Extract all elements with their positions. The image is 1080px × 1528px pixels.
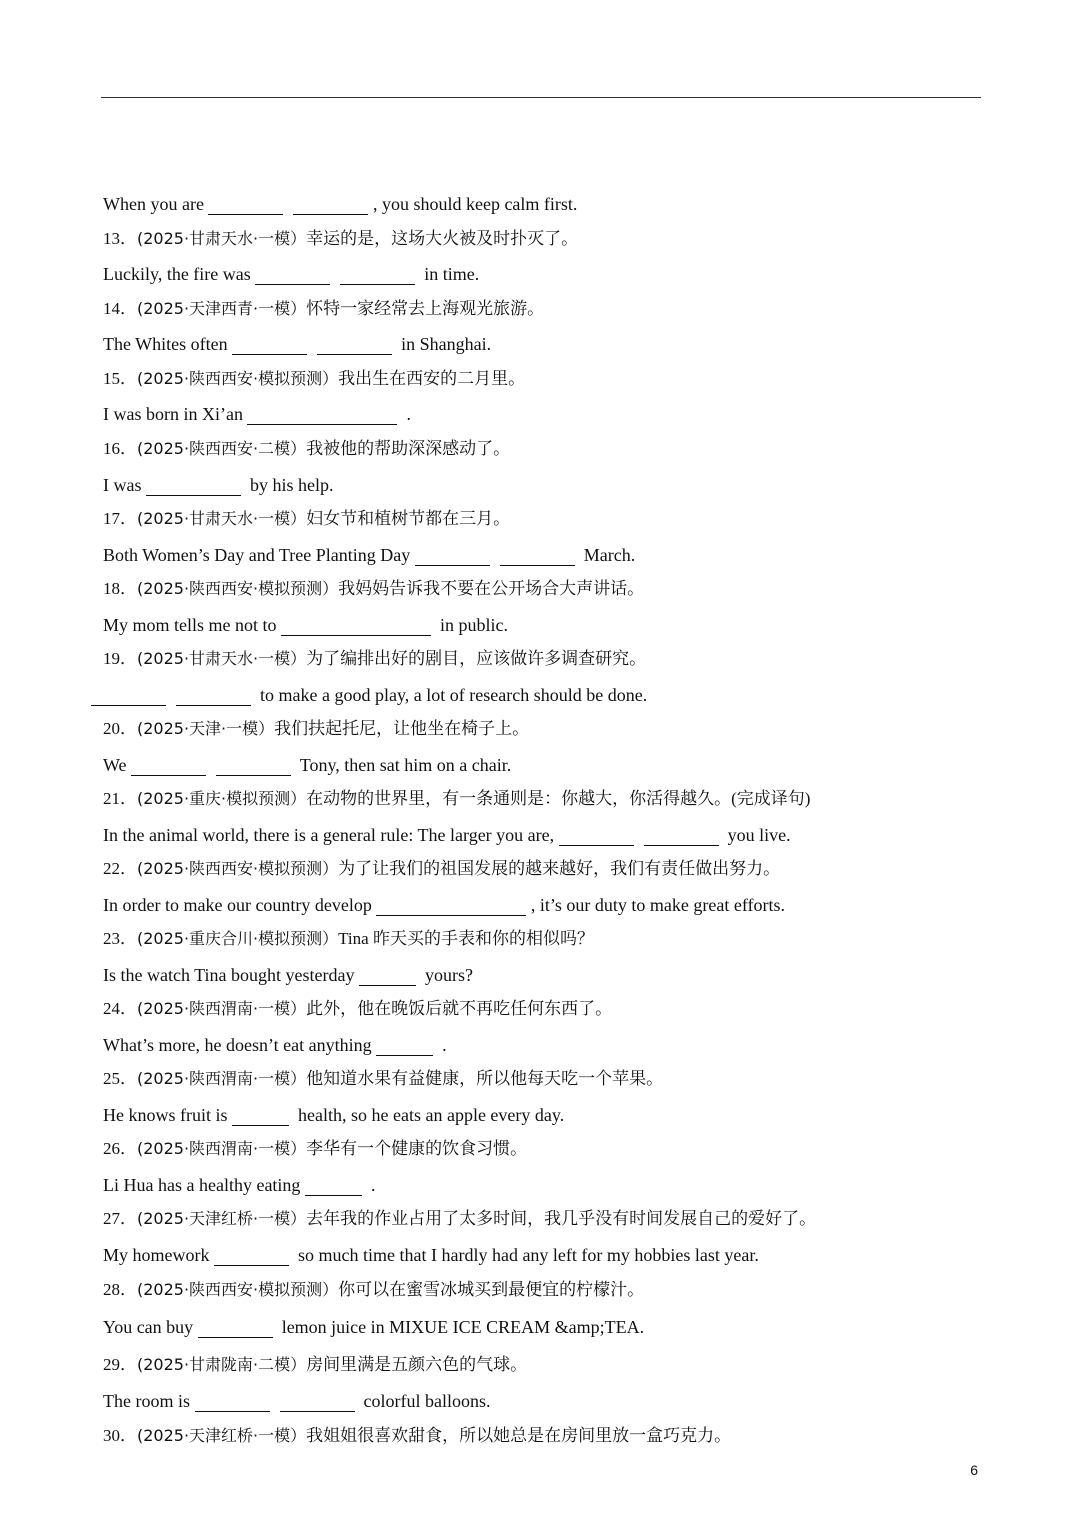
answer-text: What’s more, he doesn’t eat anything bbox=[103, 1035, 377, 1055]
question-line bbox=[103, 508, 510, 530]
question-text: 李华有一个健康的饮食习惯。 bbox=[306, 1139, 528, 1158]
answer-blank[interactable] bbox=[500, 545, 575, 566]
question-number: 23． bbox=[103, 929, 137, 948]
answer-line bbox=[103, 754, 511, 776]
question-number: 30． bbox=[103, 1426, 137, 1445]
question-line bbox=[103, 648, 646, 670]
question-text: 他知道水果有益健康，所以他每天吃一个苹果。 bbox=[306, 1069, 664, 1088]
question-text: 在动物的世界里，有一条通则是：你越大，你活得越久。(完成译句) bbox=[306, 789, 811, 808]
question-number: 15． bbox=[103, 369, 137, 388]
answer-line bbox=[103, 544, 635, 566]
question-source: (2025·甘肃天水·一模） bbox=[137, 649, 307, 668]
question-source: (2025·天津红桥·一模） bbox=[137, 1209, 307, 1228]
answer-text: The Whites often bbox=[103, 334, 233, 354]
answer-text: My mom tells me not to bbox=[103, 615, 281, 635]
answer-blank[interactable] bbox=[415, 545, 490, 566]
question-source: (2025·甘肃天水·一模） bbox=[137, 229, 307, 248]
question-number: 29． bbox=[103, 1355, 137, 1374]
answer-line bbox=[103, 614, 508, 636]
question-source: (2025·陕西西安·模拟预测） bbox=[137, 1280, 339, 1299]
answer-line bbox=[103, 1174, 375, 1196]
question-source: (2025·甘肃陇南·二模） bbox=[137, 1355, 307, 1374]
answer-text: colorful balloons. bbox=[354, 1391, 491, 1411]
answer-line bbox=[103, 263, 479, 285]
question-number: 21． bbox=[103, 789, 137, 808]
answer-blank[interactable] bbox=[198, 1317, 273, 1338]
question-line bbox=[103, 578, 644, 600]
answer-line bbox=[103, 403, 411, 425]
answer-line bbox=[103, 1034, 447, 1056]
answer-blank[interactable] bbox=[247, 404, 397, 425]
answer-text: Luckily, the fire was bbox=[103, 264, 256, 284]
question-number: 13． bbox=[103, 229, 137, 248]
header-rule bbox=[101, 97, 981, 98]
answer-blank[interactable] bbox=[281, 615, 431, 636]
question-source: (2025·陕西西安·模拟预测） bbox=[137, 369, 339, 388]
question-text: 我出生在西安的二月里。 bbox=[338, 369, 526, 388]
question-source: (2025·天津红桥·一模） bbox=[137, 1426, 307, 1445]
answer-text: When you are bbox=[103, 194, 209, 214]
question-line bbox=[103, 228, 578, 250]
question-number: 17． bbox=[103, 509, 137, 528]
question-text: 为了让我们的祖国发展的越来越好，我们有责任做出努力。 bbox=[338, 859, 781, 878]
question-number: 28． bbox=[103, 1280, 137, 1299]
answer-text: by his help. bbox=[241, 475, 334, 495]
answer-text: health, so he eats an apple every day. bbox=[289, 1105, 565, 1125]
answer-text: Tony, then sat him on a chair. bbox=[291, 755, 512, 775]
answer-blank[interactable] bbox=[280, 1391, 355, 1412]
answer-blank[interactable] bbox=[216, 755, 291, 776]
question-number: 19． bbox=[103, 649, 137, 668]
answer-line bbox=[103, 1104, 564, 1126]
question-line bbox=[103, 368, 525, 390]
answer-text: in Shanghai. bbox=[392, 334, 492, 354]
question-number: 22． bbox=[103, 859, 137, 878]
question-source: (2025·天津·一模） bbox=[137, 719, 275, 738]
answer-blank[interactable] bbox=[208, 194, 283, 215]
answer-text: In the animal world, there is a general rule: The larger you are, bbox=[103, 825, 559, 845]
answer-blank[interactable] bbox=[644, 825, 719, 846]
question-line bbox=[103, 1138, 527, 1160]
question-line bbox=[103, 788, 810, 810]
question-number: 26． bbox=[103, 1139, 137, 1158]
answer-line bbox=[103, 824, 791, 846]
question-source: (2025·天津西青·一模） bbox=[137, 299, 307, 318]
answer-blank[interactable] bbox=[146, 475, 241, 496]
question-text: 我被他的帮助深深感动了。 bbox=[306, 439, 511, 458]
answer-text: You can buy bbox=[103, 1317, 198, 1337]
answer-text: lemon juice in MIXUE ICE CREAM &amp;TEA. bbox=[272, 1317, 645, 1337]
answer-line bbox=[103, 1390, 490, 1412]
question-source: (2025·陕西西安·模拟预测） bbox=[137, 859, 339, 878]
answer-text: , you should keep calm first. bbox=[368, 194, 578, 214]
question-line bbox=[103, 998, 612, 1020]
page-number: 6 bbox=[970, 1462, 978, 1478]
answer-blank[interactable] bbox=[214, 1245, 289, 1266]
question-text: 去年我的作业占用了太多时间，我几乎没有时间发展自己的爱好了。 bbox=[306, 1209, 817, 1228]
answer-text: We bbox=[103, 755, 132, 775]
question-line bbox=[103, 298, 544, 320]
question-number: 14． bbox=[103, 299, 137, 318]
question-source: (2025·重庆·模拟预测） bbox=[137, 789, 307, 808]
question-number: 16． bbox=[103, 439, 137, 458]
question-line bbox=[103, 1279, 644, 1301]
question-line bbox=[103, 718, 529, 740]
answer-line bbox=[103, 894, 785, 916]
answer-blank[interactable] bbox=[195, 1391, 270, 1412]
question-source: (2025·陕西渭南·一模） bbox=[137, 1139, 307, 1158]
answer-blank[interactable] bbox=[559, 825, 634, 846]
question-number: 27． bbox=[103, 1209, 137, 1228]
question-line bbox=[103, 1354, 527, 1376]
question-source: (2025·重庆合川·模拟预测） bbox=[137, 929, 339, 948]
answer-blank[interactable] bbox=[376, 895, 526, 916]
question-line bbox=[103, 438, 510, 460]
answer-blank[interactable] bbox=[232, 1105, 289, 1126]
question-source: (2025·陕西渭南·一模） bbox=[137, 1069, 307, 1088]
question-number: 25． bbox=[103, 1069, 137, 1088]
answer-blank[interactable] bbox=[359, 965, 416, 986]
answer-text: Li Hua has a healthy eating bbox=[103, 1175, 305, 1195]
answer-text: The room is bbox=[103, 1391, 195, 1411]
answer-text: so much time that I hardly had any left for my hobbies last year. bbox=[289, 1245, 759, 1265]
answer-blank[interactable] bbox=[293, 194, 368, 215]
answer-line bbox=[103, 1316, 644, 1338]
question-source: (2025·陕西西安·模拟预测） bbox=[137, 579, 339, 598]
answer-text: My homework bbox=[103, 1245, 214, 1265]
question-text: 你可以在蜜雪冰城买到最便宜的柠檬汁。 bbox=[338, 1280, 645, 1299]
question-source: (2025·陕西西安·二模） bbox=[137, 439, 307, 458]
question-number: 24． bbox=[103, 999, 137, 1018]
question-text: 房间里满是五颜六色的气球。 bbox=[306, 1355, 528, 1374]
answer-text: yours? bbox=[415, 965, 473, 985]
question-text: 妇女节和植树节都在三月。 bbox=[306, 509, 511, 528]
question-text: 此外，他在晚饭后就不再吃任何东西了。 bbox=[306, 999, 613, 1018]
answer-line bbox=[103, 193, 577, 215]
question-text: 怀特一家经常去上海观光旅游。 bbox=[306, 299, 545, 318]
answer-text: In order to make our country develop bbox=[103, 895, 377, 915]
answer-blank[interactable] bbox=[176, 685, 251, 706]
answer-text: , it’s our duty to make great efforts. bbox=[526, 895, 786, 915]
question-line bbox=[103, 1208, 816, 1230]
answer-text: you live. bbox=[718, 825, 791, 845]
answer-blank[interactable] bbox=[131, 755, 206, 776]
answer-text: to make a good play, a lot of research should be done. bbox=[251, 685, 648, 705]
answer-text: . bbox=[361, 1175, 376, 1195]
question-line bbox=[103, 1068, 663, 1090]
question-line bbox=[103, 858, 780, 880]
answer-line bbox=[103, 1244, 759, 1266]
question-source: (2025·甘肃天水·一模） bbox=[137, 509, 307, 528]
question-text: Tina 昨天买的手表和你的相似吗？ bbox=[338, 929, 594, 948]
question-line bbox=[103, 928, 594, 950]
question-text: 我姐姐很喜欢甜食，所以她总是在房间里放一盒巧克力。 bbox=[306, 1426, 732, 1445]
answer-text: . bbox=[397, 404, 411, 424]
answer-blank[interactable] bbox=[340, 264, 415, 285]
question-text: 为了编排出好的剧目，应该做许多调查研究。 bbox=[306, 649, 647, 668]
question-text: 我们扶起托尼，让他坐在椅子上。 bbox=[274, 719, 530, 738]
question-text: 我妈妈告诉我不要在公开场合大声讲话。 bbox=[338, 579, 645, 598]
answer-text: I was bbox=[103, 475, 146, 495]
answer-line bbox=[91, 684, 647, 706]
answer-blank[interactable] bbox=[91, 685, 166, 706]
answer-text: March. bbox=[574, 545, 636, 565]
answer-text: in time. bbox=[415, 264, 480, 284]
answer-blank[interactable] bbox=[255, 264, 330, 285]
answer-blank[interactable] bbox=[376, 1035, 433, 1056]
answer-text: Both Women’s Day and Tree Planting Day bbox=[103, 545, 415, 565]
answer-line bbox=[103, 964, 473, 986]
answer-text: He knows fruit is bbox=[103, 1105, 232, 1125]
answer-line bbox=[103, 474, 334, 496]
question-line bbox=[103, 1425, 731, 1447]
answer-blank[interactable] bbox=[232, 334, 307, 355]
answer-text: I was born in Xi’an bbox=[103, 404, 248, 424]
answer-blank[interactable] bbox=[317, 334, 392, 355]
question-number: 20． bbox=[103, 719, 137, 738]
question-number: 18． bbox=[103, 579, 137, 598]
question-text: 幸运的是，这场大火被及时扑灭了。 bbox=[306, 229, 579, 248]
answer-line bbox=[103, 333, 491, 355]
question-source: (2025·陕西渭南·一模） bbox=[137, 999, 307, 1018]
answer-blank[interactable] bbox=[305, 1175, 362, 1196]
answer-text: Is the watch Tina bought yesterday bbox=[103, 965, 359, 985]
answer-text: in public. bbox=[431, 615, 508, 635]
answer-text: . bbox=[433, 1035, 447, 1055]
